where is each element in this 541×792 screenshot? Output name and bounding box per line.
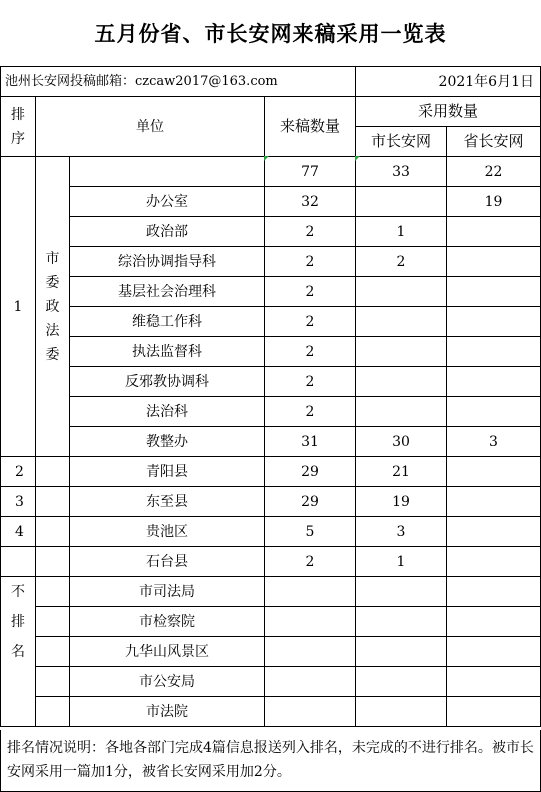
vertical-char: 排 [11,614,25,630]
city-adopted-cell [356,337,447,367]
submitted-cell: 5 [265,517,356,547]
table-row [1,457,541,487]
submitted-cell [265,607,356,637]
submitted-cell: 32 [265,187,356,217]
city-adopted-cell: 21 [356,457,447,487]
city-adopted-cell: 33 [356,157,447,187]
vertical-char: 名 [11,644,25,660]
city-adopted-cell [356,397,447,427]
prov-adopted-cell [447,367,541,397]
prov-adopted-cell [447,607,541,637]
unit-cell: 法治科 [70,397,265,427]
empty-cell [36,697,70,727]
unranked-label-cell [1,577,36,727]
unit-cell: 市法院 [70,697,265,727]
rank-cell: 2 [1,457,36,487]
prov-adopted-cell [447,697,541,727]
prov-adopted-cell [447,517,541,547]
vertical-char: 政 [45,298,60,315]
prov-adopted-cell [447,637,541,667]
prov-adopted-cell [447,247,541,277]
submitted-cell [265,637,356,667]
prov-adopted-cell [447,487,541,517]
table-row [1,637,541,667]
city-adopted-cell: 1 [356,547,447,577]
unit-cell: 贵池区 [70,517,265,547]
table-row [1,367,541,397]
submitted-cell: 29 [265,487,356,517]
report-date: 2021年6月1日 [356,67,541,97]
prov-adopted-cell [447,577,541,607]
city-adopted-cell [356,367,447,397]
empty-cell [36,637,70,667]
submitted-cell: 2 [265,397,356,427]
prov-adopted-cell [447,337,541,367]
city-adopted-cell: 19 [356,487,447,517]
unit-cell: 石台县 [70,547,265,577]
submitted-cell: 2 [265,247,356,277]
ranking-note: 排名情况说明：各地各部门完成4篇信息报送列入排名，未完成的不进行排名。被市长安网采用一篇加1分，被省长安网采用加2分。 [0,730,541,792]
unit-cell: 维稳工作科 [70,307,265,337]
city-adopted-cell [356,277,447,307]
table-row [1,577,541,607]
city-adopted-cell [356,697,447,727]
unit-cell: 基层社会治理科 [70,277,265,307]
table-row [1,547,541,577]
table-row [1,157,541,187]
submitted-cell: 2 [265,307,356,337]
table-row [1,337,541,367]
prov-adopted-cell [447,217,541,247]
unit-cell: 市司法局 [70,577,265,607]
unit-cell: 政治部 [70,217,265,247]
vertical-char: 法 [45,322,60,339]
table-row [1,187,541,217]
unit-cell: 东至县 [70,487,265,517]
empty-cell [36,457,70,487]
empty-cell [36,517,70,547]
rank-cell: 3 [1,487,36,517]
submitted-cell: 2 [265,337,356,367]
unit-cell: 反邪教协调科 [70,367,265,397]
prov-adopted-cell [447,547,541,577]
city-adopted-cell [356,307,447,337]
vertical-char: 委 [45,346,60,363]
prov-adopted-cell [447,307,541,337]
info-row [1,67,541,97]
unit-header: 单位 [36,97,265,157]
unit-cell [70,157,265,187]
rank-cell: 4 [1,517,36,547]
empty-cell [36,547,70,577]
submitted-cell: 2 [265,367,356,397]
vertical-char: 不 [11,584,25,600]
table-row [1,307,541,337]
prov-adopted-cell [447,457,541,487]
submission-email: 池州长安网投稿邮箱：czcaw2017@163.com [1,67,356,97]
empty-cell [36,607,70,637]
unit-cell: 九华山风景区 [70,637,265,667]
unit-cell: 青阳县 [70,457,265,487]
table-row [1,607,541,637]
vertical-char: 委 [45,274,60,291]
city-adopted-cell [356,667,447,697]
rank-cell: 1 [1,157,36,457]
vertical-char: 排 [11,106,25,123]
unit-cell: 市公安局 [70,667,265,697]
submitted-header: 来稿数量 [265,97,356,157]
prov-adopted-cell: 22 [447,157,541,187]
prov-adopted-cell [447,277,541,307]
submitted-cell: 77 [265,157,356,187]
unit-cell: 办公室 [70,187,265,217]
table-row [1,397,541,427]
unit-cell: 市检察院 [70,607,265,637]
empty-cell [36,667,70,697]
table-row [1,517,541,547]
prov-site-header: 省长安网 [447,127,541,157]
group-name-cell [36,157,70,457]
submitted-cell: 2 [265,277,356,307]
empty-cell [36,487,70,517]
header-row-1 [1,97,541,127]
city-adopted-cell [356,607,447,637]
vertical-char: 市 [45,250,60,267]
submitted-cell: 2 [265,547,356,577]
table-row [1,667,541,697]
rank-cell [1,547,36,577]
comment-marker [264,156,269,161]
prov-adopted-cell [447,397,541,427]
submitted-cell: 2 [265,217,356,247]
city-adopted-cell [356,577,447,607]
prov-adopted-cell: 19 [447,187,541,217]
city-site-header: 市长安网 [356,127,447,157]
table-row [1,277,541,307]
table-row [1,247,541,277]
city-adopted-cell: 30 [356,427,447,457]
city-adopted-cell [356,637,447,667]
adopted-header: 采用数量 [356,97,541,127]
empty-cell [36,577,70,607]
prov-adopted-cell: 3 [447,427,541,457]
city-adopted-cell: 3 [356,517,447,547]
rank-header [1,97,36,157]
unit-cell: 综治协调指导科 [70,247,265,277]
table-row [1,697,541,727]
table-row [1,217,541,247]
vertical-char: 序 [11,130,25,147]
table-row [1,427,541,457]
comment-marker [355,156,360,161]
city-adopted-cell [356,187,447,217]
submitted-cell [265,577,356,607]
unit-cell: 教整办 [70,427,265,457]
submitted-cell [265,667,356,697]
unit-cell: 执法监督科 [70,337,265,367]
city-adopted-cell: 2 [356,247,447,277]
prov-adopted-cell [447,667,541,697]
sheet-title: 五月份省、市长安网来稿采用一览表 [94,22,447,46]
table-row [1,487,541,517]
submitted-cell: 31 [265,427,356,457]
adoption-table [0,66,541,727]
submitted-cell [265,697,356,727]
city-adopted-cell: 1 [356,217,447,247]
submitted-cell: 29 [265,457,356,487]
